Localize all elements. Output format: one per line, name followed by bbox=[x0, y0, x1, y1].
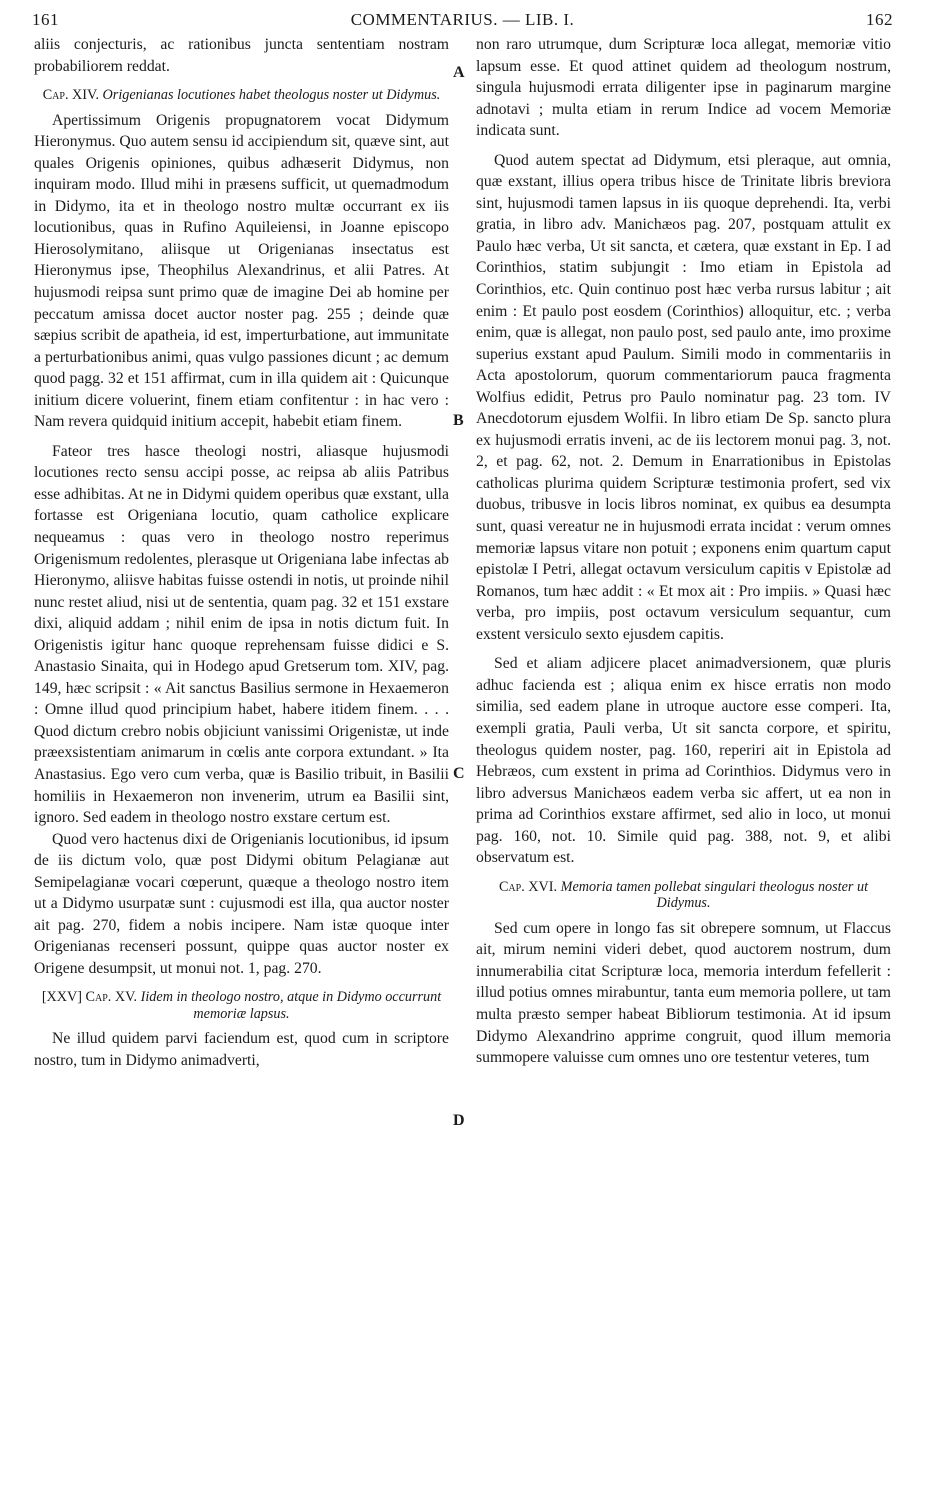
margin-letter-c: C bbox=[453, 765, 465, 782]
paragraph: Quod vero hactenus dixi de Origenianis locutionibus, id ipsum de iis dictum volo, quæ post Didymi obitum Pelagianæ aut Semipelagianæ vocari cœperunt, quæque a theologo nostro item ut a Didymo usurpatæ sunt : cujusmodi est illa, qua auctor noster ait pag. 270, fidem a nobis incipere. Nam istæ quoque inter Origenianas recenseri possunt, quippe quas auctor noster ex Origene desumpsit, ut monui not. 1, pag. 270. bbox=[34, 830, 449, 977]
chapter-heading bbox=[476, 879, 891, 912]
chapter-title: Memoria tamen pollebat singulari theologus noster ut Didymus. bbox=[560, 878, 869, 912]
chapter-label: Cap. XIV. bbox=[42, 87, 99, 104]
paragraph: Sed cum opere in longo fas sit obrepere somnum, ut Flaccus ait, mirum nemini videri debet, quod auctorem nostrum, dum innumerabilia citat Scripturæ loca, memoria interdum fefellerit : illud potius omnes mirabuntur, tanta eum memoria pollere, ut tam multa præsto semper habeat Bibliorum testimonia. At id ipsum Didymo Alexandrino apprime congruit, quod illum memoria summopere valuisse cum omnes uno ore testentur veteres, tum bbox=[476, 919, 891, 1067]
paragraph: Fateor tres hasce theologi nostri, aliasque hujusmodi locutiones recto sensu accipi posse, ac reipsa ab aliis Patribus esse adhibitas. At ne in Didymi quidem operibus quæ exstant, ulla fortasse est Origeniana locutio, quam catholice explicare nequeamus : quas vero in theologo nostro reperimus Origenismum redolentes, plerasque ut Origeniana labe infectas ab Hieronymo, aliisve habitas fuisse ostendi in notis, ut proinde nihil nunc restet aliud, nisi ut de sententia, quam pag. 32 et 151 exstare dixi, aliquid addam ; nihil enim de ipsa in notis dictum fuit. In Origenistis igitur hanc quoque reprehensam fuisse didici e S. Anastasio Sinaita, qui in Hodego apud Gretserum tom. XIV, pag. 149, hæc scripsit : « Ait sanctus Basilius sermone in Hexaemeron : Omne illud quod principium habet, habere itidem finem. . . . Quod dictum crebro nobis objiciunt vanissimi Origenistæ, ut inde præexsistentiam animarum in cœlis ante corpora extundant. » Ita Anastasius. Ego vero cum verba, quæ is Basilio tribuit, in Basilii homiliis in Hexaemeron non invenerim, utrum ea Basilii sint, ignoro. Sed eadem in theologo nostro exstare certum est. bbox=[34, 442, 449, 827]
paragraph: aliis conjecturis, ac rationibus juncta sententiam nostram probabiliorem reddat. bbox=[34, 36, 449, 75]
paragraph: non raro utrumque, dum Scripturæ loca allegat, memoriæ vitio lapsum esse. Et quod attinet quidem ad theologum nostrum, singula hujusmodi errata diligenter ipse in paginarum margine adnotavi ; multa etiam in rerum Indice ad vocem Memoriæ indicata sunt. bbox=[476, 36, 891, 140]
page-number-right: 162 bbox=[866, 10, 893, 29]
margin-letter-d: D bbox=[453, 1112, 465, 1129]
paragraph: Ne illud quidem parvi faciendum est, quod cum in scriptore nostro, tum in Didymo animadverti, bbox=[34, 1030, 449, 1070]
running-header bbox=[32, 8, 893, 34]
running-title: COMMENTARIUS. — LIB. I. bbox=[350, 10, 575, 29]
chapter-title: Iidem in theologo nostro, atque in Didymo occurrunt memoriæ lapsus. bbox=[140, 989, 442, 1022]
paragraph: Quod autem spectat ad Didymum, etsi pleraque, aut omnia, quæ exstant, illius opera tribus hisce de Trinitate libris breviora sint, hujusmodi tamen lapsus in iis quoque deprehendi. Ita, verbi gratia, in libro adv. Manichæos pag. 207, postquam attulit ex Paulo hæc verba, Ut sit sancta, et cætera, quæ exstant in Ep. I ad Corinthios, statim subjungit : Imo etiam in Epistola ad Corinthios, etc. Quin continuo post hæc verba rursus labitur ; ait enim : Et paulo post eosdem (Corinthios) alloquitur, etc. ; verba enim, quæ is allegat, non paulo post, sed paulo ante, imo proxime superius exstant apud Paulum. Simili modo in commentariis in Acta apostolorum, quorum commentariorum pauca fragmenta Wolfius edidit, Petrus pro Paulo nominatur pag. 23 tom. IV Anecdotorum ejusdem Wolfii. In libro etiam De Sp. sancto plura ex hujusmodi erratis inveni, ac de iis lectorem monui pag. 3, not. 2, et pag. 62, not. 2. Demum in Enarrationibus in Epistolas catholicas plurima quidem Scripturæ testimonia profert, sed vix duobus, tribusve in locis libros nominat, ex quibus ea desumpta sunt, quasi vereatur ne in hujusmodi errata incidat : verum omnes memoriæ lapsus vitare non potuit ; exponens enim quartum caput epistolæ I Petri, allegat octavum versiculum capitis v Epistolæ ad Romanos, tum hæc addit : « Et mox ait : Pro impiis. » Quasi hæc verba, pro impiis, post octavum versiculum sequantur, cum exstent versiculo sexto ejusdem capitis. bbox=[476, 151, 891, 643]
margin-letter-b: B bbox=[453, 412, 464, 429]
margin-letter-a: A bbox=[453, 64, 465, 81]
paragraph: Apertissimum Origenis propugnatorem vocat Didymum Hieronymus. Quo autem sensu id accipiendum sit, quæve sint, aut quales Origenis opiniones, quibus adhæserit Didymus, non inquiram modo. Illud mihi in præsens sufficit, ut quemadmodum in Didymo, ita et in theologo nostro multæ occurrant ex iis locutionibus, quas in Rufino Aquileiensi, in Joanne episcopo Hierosolymitano, aliisque ut Origenianas insectatus est Hieronymus ipse, Theophilus Alexandrinus, et alii Patres. At hujusmodi reipsa sunt primo quæ de imagine Dei ab homine per peccatum amissa docet auctor noster pag. 255 ; deinde quæ sæpius scribit de apatheia, id est, imperturbatione, aut immunitate a perturbationibus animi, quas vulgo passiones dicunt ; ac demum quod pagg. 32 et 151 affirmat, cum in illa quidem ait : Quicunque initium dicere voluerint, finem etiam confitentur : in hac vero : Nam revera quidquid initium accepit, habebit etiam finem. bbox=[34, 111, 449, 431]
chapter-label: Cap. XVI. bbox=[498, 878, 558, 895]
right-column bbox=[476, 34, 891, 1069]
chapter-title: Origenianas locutiones habet theologus noster ut Didymus. bbox=[102, 87, 441, 104]
chapter-heading bbox=[34, 989, 449, 1022]
chapter-label: [XXV] Cap. XV. bbox=[41, 989, 138, 1006]
paragraph: Sed et aliam adjicere placet animadversionem, quæ pluris adhuc facienda est ; aliqua enim ex hisce erratis non modo similia, sed eadem plane in utroque auctore esse comperi. Ita, exempli gratia, Pauli verba, Ut sit sancta corpore, et spiritu, theologus quidem noster, pag. 160, reperiri ait in Epistola ad Hebræos, cum exstent in prima ad Corinthios. Didymus vero in libro adversus Manichæos eadem verba sic affert, ut ea non in prima ad Corinthios exstare affirmet, sed alio in loco, ut monui pag. 160, not. 10. Simile quid pag. 388, not. 9, et alibi observatum est. bbox=[476, 655, 891, 867]
chapter-heading bbox=[34, 87, 449, 104]
page-number-left: 161 bbox=[32, 10, 59, 29]
left-column bbox=[34, 34, 449, 1072]
